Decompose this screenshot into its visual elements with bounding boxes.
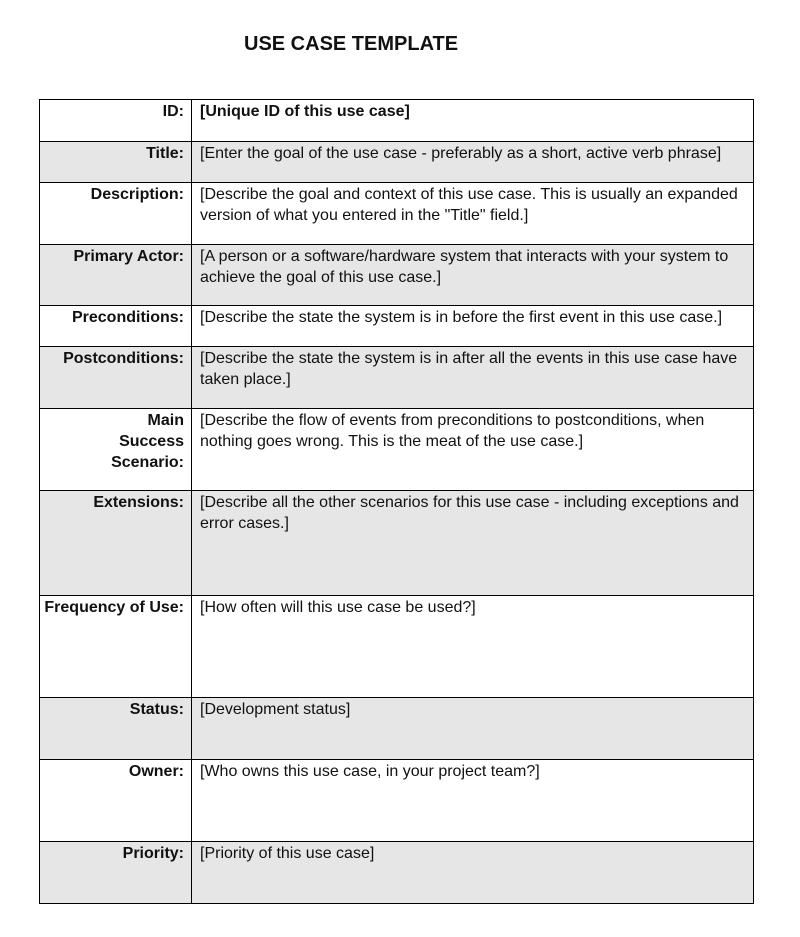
label-cell bbox=[40, 842, 192, 904]
value-cell[interactable] bbox=[192, 306, 754, 347]
row-id bbox=[40, 100, 754, 142]
row-label: Status: bbox=[129, 701, 184, 718]
row-primary-actor bbox=[40, 245, 754, 306]
row-extensions bbox=[40, 491, 754, 596]
row-value: [Describe the goal and context of this use case. This is usually an expanded version of what you entered in the "Title" field.] bbox=[200, 186, 738, 224]
row-priority bbox=[40, 842, 754, 904]
label-cell bbox=[40, 409, 192, 491]
label-cell bbox=[40, 183, 192, 245]
row-label: Priority: bbox=[122, 845, 184, 862]
row-label: Description: bbox=[90, 186, 184, 203]
row-status bbox=[40, 698, 754, 760]
use-case-table bbox=[39, 99, 754, 904]
label-cell bbox=[40, 142, 192, 183]
row-value: [Describe the state the system is in before the first event in this use case.] bbox=[200, 309, 723, 326]
value-cell[interactable] bbox=[192, 491, 754, 596]
value-cell[interactable] bbox=[192, 100, 754, 142]
row-label: Title: bbox=[146, 145, 184, 162]
value-cell[interactable] bbox=[192, 347, 754, 409]
document-title: USE CASE TEMPLATE bbox=[244, 33, 459, 55]
row-label: Extensions: bbox=[93, 494, 184, 511]
value-cell[interactable] bbox=[192, 760, 754, 842]
value-cell[interactable] bbox=[192, 842, 754, 904]
row-title bbox=[40, 142, 754, 183]
label-cell bbox=[40, 347, 192, 409]
row-main-success-scenario bbox=[40, 409, 754, 491]
row-label: Main Success Scenario: bbox=[111, 412, 184, 471]
row-label: Postconditions: bbox=[63, 350, 184, 367]
row-description bbox=[40, 183, 754, 245]
label-cell bbox=[40, 100, 192, 142]
value-cell[interactable] bbox=[192, 596, 754, 698]
value-cell[interactable] bbox=[192, 183, 754, 245]
row-value: [Development status] bbox=[200, 701, 351, 718]
row-value: [Describe the flow of events from preconditions to postconditions, when nothing goes wrong. This is the meat of the use case.] bbox=[200, 412, 705, 450]
value-cell[interactable] bbox=[192, 698, 754, 760]
row-value: [A person or a software/hardware system that interacts with your system to achieve the goal of this use case.] bbox=[200, 248, 729, 286]
row-value: [Describe all the other scenarios for this use case - including exceptions and error cases.] bbox=[200, 494, 739, 532]
label-cell bbox=[40, 245, 192, 306]
row-value: [Describe the state the system is in after all the events in this use case have taken place.] bbox=[200, 350, 738, 388]
row-label: Preconditions: bbox=[71, 309, 184, 326]
label-cell bbox=[40, 698, 192, 760]
row-frequency-of-use bbox=[40, 596, 754, 698]
value-cell[interactable] bbox=[192, 409, 754, 491]
label-cell bbox=[40, 306, 192, 347]
row-postconditions bbox=[40, 347, 754, 409]
row-value: [How often will this use case be used?] bbox=[200, 599, 476, 616]
label-cell bbox=[40, 596, 192, 698]
row-label: ID: bbox=[162, 103, 184, 120]
row-value: [Priority of this use case] bbox=[200, 845, 375, 862]
row-value: [Enter the goal of the use case - preferably as a short, active verb phrase] bbox=[200, 145, 722, 162]
row-label: Frequency of Use: bbox=[44, 599, 184, 616]
label-cell bbox=[40, 760, 192, 842]
value-cell[interactable] bbox=[192, 245, 754, 306]
row-value: [Who owns this use case, in your project team?] bbox=[200, 763, 540, 780]
row-preconditions bbox=[40, 306, 754, 347]
row-label: Primary Actor: bbox=[73, 248, 184, 265]
label-cell bbox=[40, 491, 192, 596]
value-cell[interactable] bbox=[192, 142, 754, 183]
row-value: [Unique ID of this use case] bbox=[200, 103, 410, 120]
row-label: Owner: bbox=[128, 763, 184, 780]
row-owner bbox=[40, 760, 754, 842]
